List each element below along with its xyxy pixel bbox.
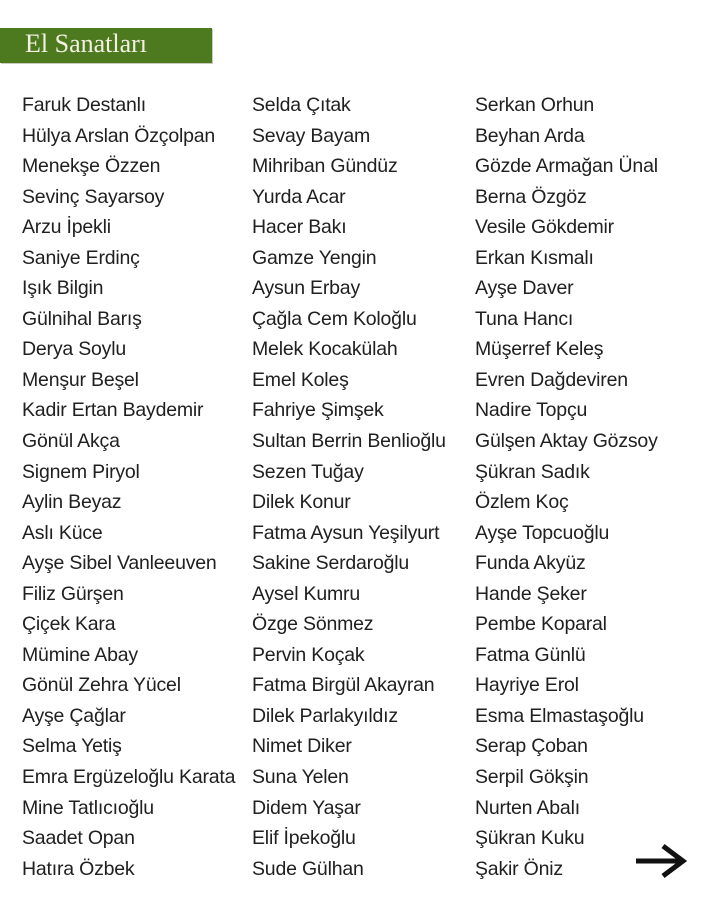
list-item: Pembe Koparal: [475, 613, 607, 636]
list-item: Emel Koleş: [252, 368, 349, 391]
list-item: Aylin Beyaz: [22, 491, 122, 514]
list-item: Beyhan Arda: [475, 124, 585, 147]
list-item: Ayşe Daver: [475, 277, 574, 300]
list-item: Şükran Kuku: [475, 827, 585, 850]
section-title: El Sanatları: [25, 29, 148, 58]
list-item: Saadet Opan: [22, 827, 135, 850]
list-item: Mihriban Gündüz: [252, 155, 398, 178]
list-item: Işık Bilgin: [22, 277, 104, 300]
list-item: Nurten Abalı: [475, 796, 580, 819]
list-item: Hülya Arslan Özçolpan: [22, 124, 216, 147]
list-item: Tuna Hancı: [475, 307, 574, 330]
list-item: Hayriye Erol: [475, 674, 579, 697]
list-item: Dilek Parlakyıldız: [252, 704, 398, 727]
name-column-1: [22, 90, 235, 884]
list-item: Çağla Cem Koloğlu: [252, 307, 417, 330]
list-item: Aslı Küce: [22, 521, 103, 544]
list-item: Menşur Beşel: [22, 368, 139, 391]
list-item: Ayşe Çağlar: [22, 704, 126, 727]
list-item: Derya Soylu: [22, 338, 127, 361]
list-item: Selda Çıtak: [252, 94, 351, 116]
list-item: Gülşen Aktay Gözsoy: [475, 430, 658, 453]
name-column-2: [252, 90, 446, 884]
list-item: Serkan Orhun: [475, 94, 594, 116]
section-header: [0, 28, 212, 63]
list-item: Melek Kocakülah: [252, 338, 398, 361]
list-item: Gamze Yengin: [252, 246, 377, 269]
list-item: Aysel Kumru: [252, 582, 360, 605]
list-item: Serap Çoban: [475, 735, 588, 758]
list-item: Yurda Acar: [252, 185, 346, 208]
list-item: Şakir Öniz: [475, 857, 563, 880]
list-item: Hatıra Özbek: [22, 857, 135, 880]
list-item: Fatma Birgül Akayran: [252, 674, 435, 697]
list-item: Fatma Günlü: [475, 643, 586, 666]
list-item: Filiz Gürşen: [22, 582, 124, 605]
list-item: Çiçek Kara: [22, 613, 116, 636]
list-item: Selma Yetiş: [22, 735, 122, 758]
list-item: Elif İpekoğlu: [252, 827, 356, 850]
list-item: Kadir Ertan Baydemir: [22, 399, 204, 422]
list-item: Sultan Berrin Benlioğlu: [252, 430, 446, 453]
list-item: Mine Tatlıcıoğlu: [22, 796, 154, 819]
list-item: Fahriye Şimşek: [252, 399, 384, 422]
next-page-arrow-icon[interactable]: [634, 842, 692, 880]
list-item: Berna Özgöz: [475, 185, 587, 208]
list-item: Fatma Aysun Yeşilyurt: [252, 521, 440, 544]
list-item: Arzu İpekli: [22, 216, 111, 239]
list-item: Şükran Sadık: [475, 460, 590, 483]
list-item: Ayşe Sibel Vanleeuven: [22, 552, 217, 575]
list-item: Ayşe Topcuoğlu: [475, 521, 610, 544]
list-item: Serpil Gökşin: [475, 766, 589, 789]
list-item: Nadire Topçu: [475, 399, 588, 422]
name-column-3: [475, 90, 658, 884]
list-item: Gözde Armağan Ünal: [475, 155, 658, 178]
list-item: Gönül Zehra Yücel: [22, 674, 181, 697]
list-item: Özge Sönmez: [252, 613, 374, 636]
list-item: Funda Akyüz: [475, 552, 586, 575]
list-item: Özlem Koç: [475, 491, 569, 514]
list-item: Gülnihal Barış: [22, 307, 142, 330]
list-item: Gönül Akça: [22, 430, 120, 453]
list-item: Hande Şeker: [475, 582, 587, 605]
list-item: Evren Dağdeviren: [475, 368, 628, 391]
list-item: Sevinç Sayarsoy: [22, 185, 165, 208]
list-item: Erkan Kısmalı: [475, 246, 594, 269]
list-item: Emra Ergüzeloğlu Karata: [22, 766, 236, 789]
list-item: Sezen Tuğay: [252, 460, 364, 483]
list-item: Aysun Erbay: [252, 277, 361, 300]
list-item: Pervin Koçak: [252, 643, 365, 666]
list-item: Mümine Abay: [22, 643, 138, 666]
list-item: Dilek Konur: [252, 491, 351, 514]
list-item: Signem Piryol: [22, 460, 140, 483]
list-item: Müşerref Keleş: [475, 338, 604, 361]
list-item: Sevay Bayam: [252, 124, 371, 147]
list-item: Hacer Bakı: [252, 216, 347, 239]
list-item: Saniye Erdinç: [22, 246, 140, 269]
list-item: Suna Yelen: [252, 766, 349, 789]
list-item: Sude Gülhan: [252, 857, 364, 880]
list-item: Menekşe Özzen: [22, 155, 161, 178]
list-item: Faruk Destanlı: [22, 94, 146, 116]
list-item: Didem Yaşar: [252, 796, 361, 819]
list-item: Esma Elmastaşoğlu: [475, 704, 644, 727]
list-item: Sakine Serdaroğlu: [252, 552, 410, 575]
list-item: Vesile Gökdemir: [475, 216, 614, 239]
list-item: Nimet Diker: [252, 735, 352, 758]
